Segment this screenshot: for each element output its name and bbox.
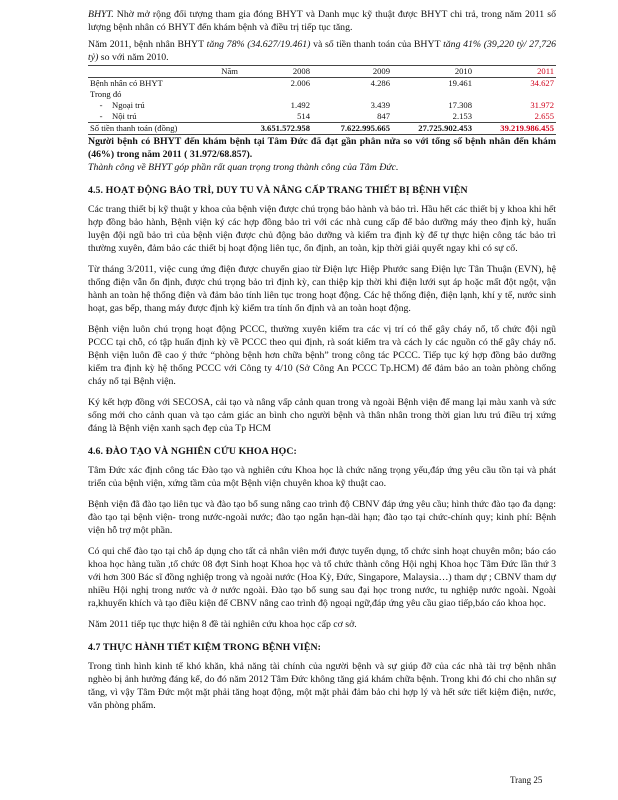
- header-cell: 2010: [392, 66, 474, 78]
- table-cell: 3.439: [370, 100, 390, 110]
- paragraph: Các trang thiết bị kỹ thuật y khoa của bệnh viện được chú trọng bảo hành và bảo trì. Hầu hết các thiết bị y khoa khi hết hợp đồng bảo hành, Bệnh viện ký các hợp đồng bảo trì với các nhà cung cấp để bảo dưỡng máy theo định kỳ, huấn luyện đội ngũ bảo trì của bệnh viện được chủ động bảo dưỡng và kiểm tra định kỳ để tự thực hiện công tác bảo trì thường xuyên, đảm bảo các thiết bị hoạt động liên tục, ổn định, an toàn, kịp thời giải quyết ngay khi có sự cố.: [88, 204, 556, 254]
- table-cell: 2.006: [290, 78, 310, 88]
- bhyt-share-note: Người bệnh có BHYT đến khám bệnh tại Tâm Đức đã đạt gần phân nửa so với tổng số bệnh nhân đến khám (46%) trong năm 2011 ( 31.972/68.857).: [88, 136, 556, 160]
- table-cell: 31.972: [530, 100, 554, 110]
- table-cell: 2.655: [534, 111, 554, 121]
- row-label: Bệnh nhân có BHYT: [90, 78, 163, 88]
- section-heading-4-6: 4.6. ĐÀO TẠO VÀ NGHIÊN CỨU KHOA HỌC:: [88, 446, 297, 457]
- table-cell: 3.651.572.958: [240, 123, 312, 135]
- paragraph: Năm 2011 tiếp tục thực hiện 8 đề tài nghiên cứu khoa học cấp cơ sở.: [88, 619, 357, 630]
- table-cell: 1.492: [290, 100, 310, 110]
- row-label: - Ngoại trú: [99, 100, 145, 110]
- row-label: Số tiền thanh toán (đồng): [88, 123, 240, 135]
- paragraph: Có qui chế đào tạo tại chỗ áp dụng cho tất cả nhân viên mới được tuyển dụng, tổ chức sinh hoạt chuyên môn; báo cáo khoa học hàng tuần ,tổ chức 08 đợt Sinh hoạt Khoa học và tổ chức thành công Hội nghị Khoa học Tâm Đức lần thứ 3 với hơn 300 Bác sĩ đồng nghiệp trong và ngoài nước (Hoa Kỳ, Đức, Singapore, Malaysia…) tham dự ; CBNV tham dự nhiều Hội nghị trong nước và ở nước ngoài. Đào tạo bổ sung sau đại học trong nước, tu nghiệp nước ngoài. Ngoài ra,khuyến khích và tạo điều kiện để CBNV nâng cao trình độ ngoại ngữ,đáp ứng yêu cầu giao tiếp,báo cáo khoa học.: [88, 546, 556, 609]
- table-cell: 39.219.986.455: [474, 123, 556, 135]
- table-total-row: [88, 123, 556, 135]
- header-cell: Năm: [88, 66, 240, 78]
- row-label: Trong đó: [90, 89, 122, 99]
- intro-paragraph: BHYT. Nhờ mở rộng đối tượng tham gia đóng BHYT và Danh mục kỹ thuật được BHYT chi trả, trong năm 2011 số lượng bệnh nhân có BHYT đến khám bệnh và điều trị tiếp tục tăng.: [88, 9, 556, 33]
- bhyt-success-note: Thành công về BHYT góp phần rất quan trọng trong thành công của Tâm Đức.: [88, 162, 399, 173]
- table-row: [88, 89, 556, 100]
- paragraph: Bệnh viện luôn chú trọng hoạt động PCCC, thường xuyên kiểm tra các vị trí có thể gây cháy nổ, tổ chức đội ngũ PCCC tại chỗ, có tập huấn định kỳ về PCCC theo qui định, rà soát kiểm tra và cách ly các nguồn có thể gây cháy nổ. Bệnh viện luôn đề cao ý thức “phòng bệnh hơn chữa bệnh” trong công tác PCCC. Tiếp tục ký hợp đồng bảo dưỡng kiểm tra định kỳ hệ thống PCCC với Công ty 4/10 (Sở Công An PCCC Tp.HCM) để đảm bảo an toàn phòng chống cháy nổ tại Bệnh viện.: [88, 324, 556, 387]
- table-cell: 7.622.995.665: [312, 123, 392, 135]
- section-heading-4-5: 4.5. HOẠT ĐỘNG BẢO TRÌ, DUY TU VÀ NÂNG CẤP TRANG THIẾT BỊ BỆNH VIỆN: [88, 185, 468, 196]
- paragraph: Từ tháng 3/2011, việc cung ứng điện được chuyển giao từ Điện lực Hiệp Phước sang Điện lực Tân Thuận (EVN), hệ thống điện vẫn ổn định, được chú trọng bảo trì định kỳ, can thiệp kịp thời khi điện lưới sụt áp hoặc mất đột ngột, vận hành an toàn hệ thống điện và đảm bảo tính liên tục trong hoạt động. Các hệ thống điện, điện lạnh, khí y tế, nước sinh hoạt, gas bếp, thang máy được định kỳ kiểm tra tính ổn định và an toàn hoạt động.: [88, 264, 556, 314]
- row-label: - Nội trú: [99, 111, 137, 121]
- bhyt-stats-table: [88, 65, 556, 135]
- document-page: [88, 8, 556, 712]
- table-cell: 4.286: [370, 78, 390, 88]
- table-cell: 27.725.902.453: [392, 123, 474, 135]
- table-row: [88, 111, 556, 123]
- header-cell: 2009: [312, 66, 392, 78]
- table-cell: 2.153: [452, 111, 472, 121]
- table-header-row: [88, 66, 556, 78]
- paragraph: Ký kết hợp đồng với SECOSA, cải tạo và nâng vấp cảnh quan trong và ngoài Bệnh viện để mang lại màu xanh và sức sống mới cho cảnh quan và tạo cảm giác an bình cho người bệnh và thân nhân trong thời gian lưu trú điều trị xứng đáng là Bệnh viện xanh sạch đẹp của Tp HCM: [88, 397, 556, 434]
- header-cell: 2008: [240, 66, 312, 78]
- page-number: Trang 25: [510, 775, 543, 785]
- table-row: [88, 100, 556, 111]
- paragraph: Tâm Đức xác định công tác Đào tạo và nghiên cứu Khoa học là chức năng trọng yếu,đáp ứng yêu cầu tồn tại và phát triển của bệnh viện, xứng tầm của một Bệnh viện chuyên khoa kỹ thuật cao.: [88, 465, 556, 489]
- section-heading-4-7: 4.7 THỰC HÀNH TIẾT KIỆM TRONG BỆNH VIỆN:: [88, 642, 322, 653]
- bhyt-growth-paragraph: Năm 2011, bệnh nhân BHYT tăng 78% (34.627/19.461) và số tiền thanh toán của BHYT tăng 41% (39,220 tỷ/ 27,726 tỷ) so với năm 2010.: [88, 39, 557, 63]
- table-cell: 34.627: [530, 78, 554, 88]
- table-cell: 17.308: [448, 100, 472, 110]
- table-cell: 847: [377, 111, 390, 121]
- table-cell: 19.461: [448, 78, 472, 88]
- table-cell: 514: [297, 111, 310, 121]
- paragraph: Bệnh viện đã đào tạo liên tục và đào tạo bổ sung nâng cao trình độ CBNV đáp ứng yêu cầu; hình thức đào tạo đa dạng: đào tạo tại bệnh viện- trong nước-ngoài nước; đào tạo ngắn hạn-dài hạn; đào tạo tại chức-chính quy; kinh phí: Bệnh viện hỗ trợ một phần.: [88, 499, 556, 536]
- table-row: [88, 78, 556, 90]
- paragraph: Trong tình hình kinh tế khó khăn, khả năng tài chính của người bệnh và sự giúp đỡ của các nhà tài trợ bệnh nhân nghèo bị ảnh hưởng đáng kể, do đó năm 2012 Tâm Đức không tăng giá khám chữa bệnh. Trong khi đó chi cho nhân sự tăng, vì vậy Tâm Đức một mặt phải tăng hoạt động, một mặt phải đảm bảo chi hợp lý và hết sức tiết kiệm điện, nước, văn phòng phẩm.: [88, 661, 556, 711]
- header-cell: 2011: [474, 66, 556, 78]
